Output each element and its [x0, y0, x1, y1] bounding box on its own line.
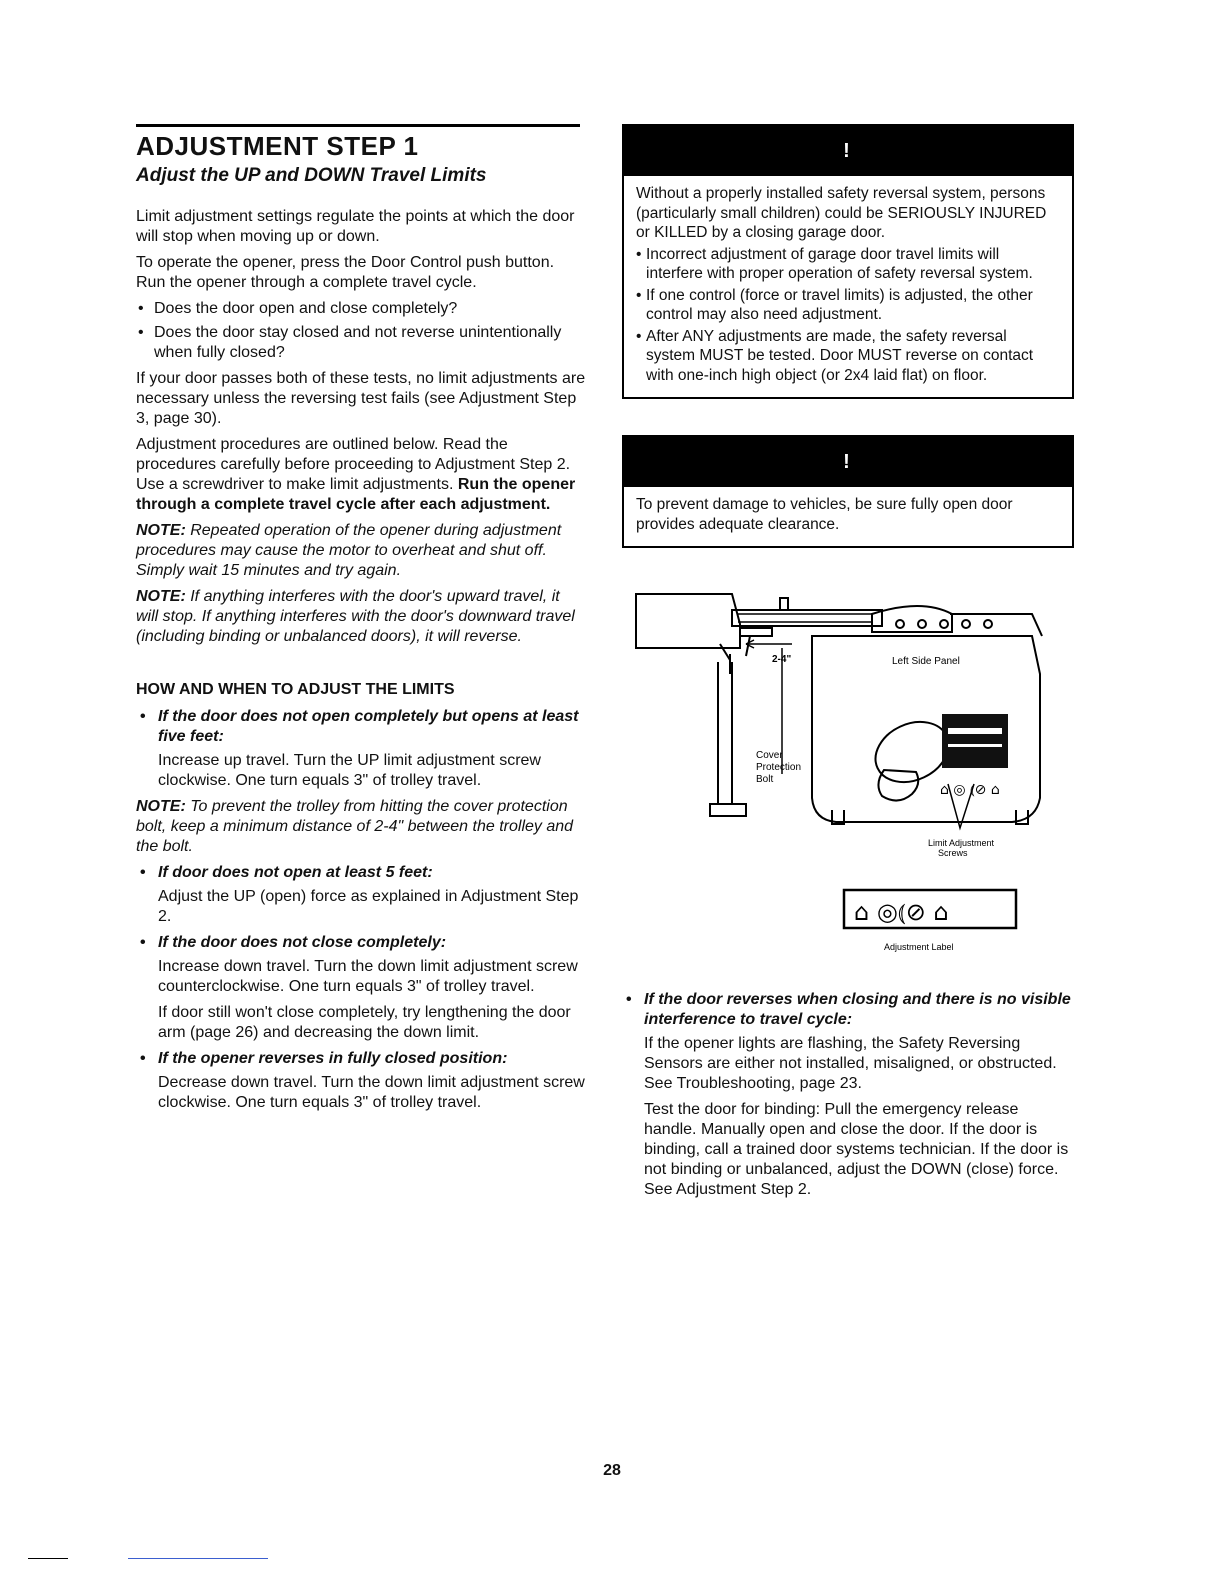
list-item: • If one control (force or travel limits) is adjusted, the other control may also need adjustment. — [636, 286, 1060, 325]
warning-header — [624, 126, 1072, 176]
case-reverses-closed-title: • If the opener reverses in fully closed position: — [136, 1049, 586, 1069]
note-text: Repeated operation of the opener during adjustment procedures may cause the motor to overheat and shut off. Simply wait 15 minutes and try again. — [136, 522, 562, 579]
note-label: NOTE: — [136, 798, 186, 815]
warning-box-safety — [622, 124, 1074, 399]
pass-paragraph: If your door passes both of these tests, no limit adjustments are necessary unless the reversing test fails (see Adjustment Step 3, page 30). — [136, 370, 586, 427]
procedure-text: Adjustment procedures are outlined below. Read the procedures carefully before proceeding to Adjustment Step 2. Use a screwdriver to make limit adjustments. — [136, 436, 571, 493]
control-panel-shape — [942, 714, 1008, 768]
list-item: • Incorrect adjustment of garage door travel limits will interfere with proper operation of safety reversal system. — [636, 245, 1060, 284]
case-not-five-feet-title: • If door does not open at least 5 feet: — [136, 863, 586, 883]
list-item: • Does the door open and close completely? — [136, 299, 586, 319]
page-title: ADJUSTMENT STEP 1 — [136, 131, 419, 161]
right-column — [622, 124, 1074, 1206]
bolt-label-line2: Protection — [756, 762, 802, 773]
opener-diagram — [622, 584, 1074, 964]
warning-body — [624, 176, 1072, 397]
header-bracket-shape — [636, 594, 740, 648]
warning-text: To prevent damage to vehicles, be sure fully open door provides adequate clearance. — [636, 496, 1013, 533]
note-trolley-distance — [136, 797, 586, 857]
reverse-section — [622, 990, 1074, 1200]
test-questions — [136, 299, 586, 363]
operate-paragraph: To operate the opener, press the Door Control push button. Run the opener through a complete travel cycle. — [136, 254, 555, 291]
list-item: • Does the door stay closed and not reverse unintentionally when fully closed? — [136, 323, 586, 363]
case-open-five-feet-text: Increase up travel. Turn the UP limit adjustment screw clockwise. One turn equals 3" of trolley travel. — [158, 752, 541, 789]
adjustment-label-caption: Adjustment Label — [884, 942, 954, 952]
procedure-paragraph — [136, 435, 586, 515]
warning-intro: Without a properly installed safety reversal system, persons (particularly small children) could be SERIOUSLY INJURED or KILLED by a closing garage door. — [636, 185, 1047, 241]
note-label: NOTE: — [136, 588, 186, 605]
warning-body — [624, 487, 1072, 546]
note-label: NOTE: — [136, 522, 186, 539]
note-overheat — [136, 521, 586, 581]
warning-header — [624, 437, 1072, 487]
case-not-close-text-2: If door still won't close completely, try lengthening the door arm (page 26) and decreasing the down limit. — [158, 1004, 571, 1041]
adjustment-symbols: ⌂ ◎⦅⊘ ⌂ — [854, 898, 949, 926]
note-text: To prevent the trolley from hitting the cover protection bolt, keep a minimum distance of 2-4" between the trolley and the bolt. — [136, 798, 574, 855]
screws-label-line1: Limit Adjustment — [928, 838, 995, 848]
limits-heading: HOW AND WHEN TO ADJUST THE LIMITS — [136, 681, 455, 698]
bolt-label-line1: Cover — [756, 750, 783, 761]
case-not-five-feet-text: Adjust the UP (open) force as explained in Adjustment Step 2. — [158, 888, 579, 925]
page-number: 28 — [603, 1462, 621, 1479]
panel-label: Left Side Panel — [892, 656, 960, 667]
bolt-shape — [780, 598, 788, 610]
footer-rule — [28, 1558, 68, 1559]
opener-diagram-svg — [622, 584, 1074, 964]
screws-label-line2: Screws — [938, 848, 968, 858]
case-reverses-text: If the opener lights are flashing, the Safety Reversing Sensors are either not installed, misaligned, or obstructed. See Troubleshooting, page 23. — [644, 1035, 1057, 1092]
case-not-close-text: Increase down travel. Turn the down limit adjustment screw counterclockwise. One turn equals 3" of trolley travel. — [158, 958, 578, 995]
procedure-emphasis: Run the opener through a complete travel cycle after each adjustment. — [136, 476, 576, 513]
warning-exclamation-icon: ! — [843, 450, 853, 473]
intro-paragraph: Limit adjustment settings regulate the points at which the door will stop when moving up or down. — [136, 208, 575, 245]
left-column — [136, 124, 586, 1119]
rail-shape — [732, 610, 882, 626]
warning-exclamation-icon: ! — [843, 139, 853, 162]
warning-box-clearance — [622, 435, 1074, 548]
bolt-label-line3: Bolt — [756, 774, 774, 785]
title-rule — [136, 124, 580, 127]
note-interference — [136, 587, 586, 647]
screw-symbols-housing: ⌂ ◎ ⦅⊘ ⌂ — [940, 782, 1000, 798]
dimension-label: 2-4" — [772, 654, 792, 665]
note-text: If anything interferes with the door's upward travel, it will stop. If anything interferes with the door's downward travel (including binding or unbalanced doors), it will reverse. — [136, 588, 575, 645]
case-binding-text: Test the door for binding: Pull the emergency release handle. Manually open and close the door. If the door is binding, call a trained door systems technician. If the door is not binding or unbalanced, adjust the DOWN (close) force. See Adjustment Step 2. — [644, 1101, 1069, 1198]
case-open-five-feet-title: • If the door does not open completely but opens at least five feet: — [136, 707, 586, 747]
list-item: • After ANY adjustments are made, the safety reversal system MUST be tested. Door MUST reverse on contact with one-inch high object (or 2x4 laid flat) on floor. — [636, 327, 1060, 386]
case-reverses-title: • If the door reverses when closing and there is no visible interference to travel cycle: — [622, 990, 1074, 1030]
section-subtitle: Adjust the UP and DOWN Travel Limits — [136, 165, 487, 186]
footer-rule-blue — [128, 1558, 268, 1559]
case-reverses-closed-text: Decrease down travel. Turn the down limit adjustment screw clockwise. One turn equals 3" of trolley travel. — [158, 1074, 585, 1111]
case-not-close-title: • If the door does not close completely: — [136, 933, 586, 953]
